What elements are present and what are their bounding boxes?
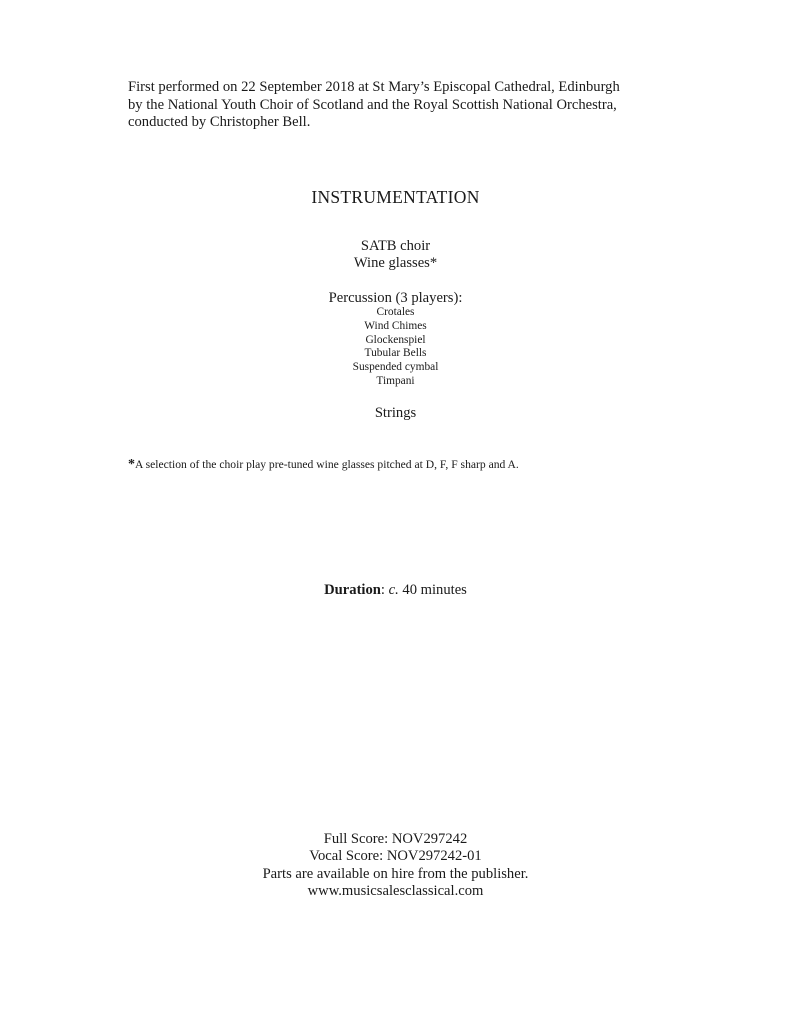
premiere-line-1: First performed on 22 September 2018 at St Mary’s Episcopal Cathedral, Edinburgh [128,79,620,95]
footnote-text: A selection of the choir play pre-tuned wine glasses pitched at D, F, F sharp and A. [135,458,519,471]
strings-label: Strings [374,405,417,421]
premiere-line-2: by the National Youth Choir of Scotland and the Royal Scottish National Orchestra, [128,96,617,113]
percussion-title: Percussion (3 players): [328,290,463,306]
premiere-note [128,79,688,132]
publisher-info [0,831,791,900]
choir-label: SATB choir [360,238,431,254]
duration-value: 40 minutes [398,582,467,598]
percussion-list [0,306,791,389]
vocal-score-code: Vocal Score: NOV297242-01 [309,848,482,865]
footnote-star: * [128,457,135,472]
duration-separator: : [380,582,389,598]
premiere-line-3: conducted by Christopher Bell. [128,114,311,130]
wine-glasses-footnote [128,457,519,473]
wine-glasses-label: Wine glasses* [353,255,438,271]
percussion-item: Wind Chimes [364,319,427,332]
duration-circa: c. [388,582,399,598]
choir-section [0,238,791,272]
hire-note: Parts are available on hire from the publisher. [262,865,529,882]
percussion-item: Suspended cymbal [352,361,439,374]
percussion-item: Crotales [376,306,415,318]
duration-line [0,582,791,599]
instrumentation-heading: INSTRUMENTATION [311,187,480,207]
publisher-website: www.musicsalesclassical.com [307,882,484,899]
percussion-item: Tubular Bells [364,347,427,360]
full-score-code: Full Score: NOV297242 [323,831,468,847]
percussion-item: Timpani [376,374,415,387]
percussion-item: Glockenspiel [365,333,426,346]
duration-label: Duration [324,582,381,598]
